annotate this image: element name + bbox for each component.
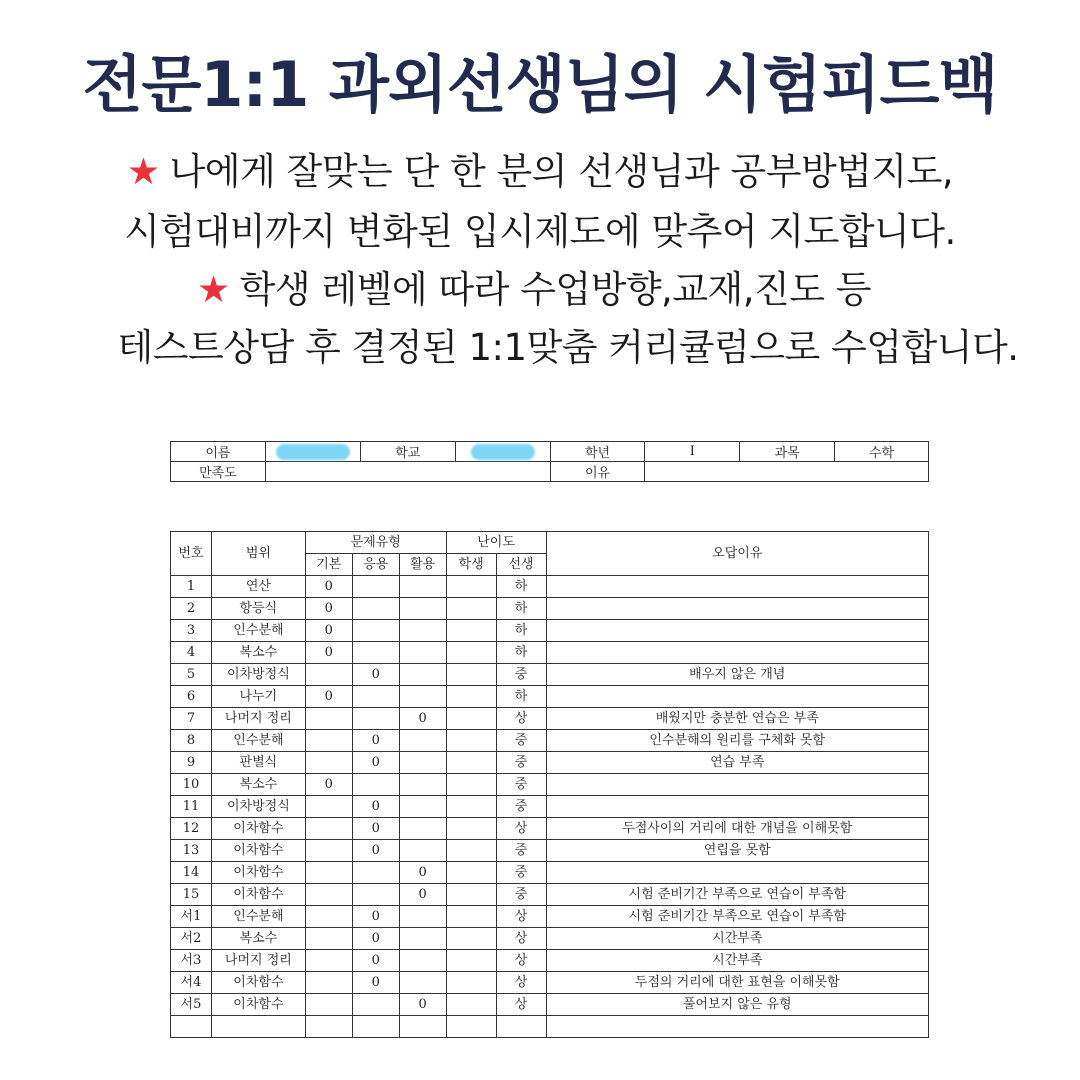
satisfaction-value: [265, 462, 550, 482]
row-advanced: [399, 972, 446, 994]
row-applied: [352, 598, 399, 620]
row-basic: [305, 884, 352, 906]
table-row: [171, 862, 929, 884]
row-no: 5: [171, 664, 212, 686]
row-no: [171, 1016, 212, 1038]
table-row: [171, 884, 929, 906]
row-advanced: [399, 818, 446, 840]
row-no: 서3: [171, 950, 212, 972]
row-applied: 0: [352, 818, 399, 840]
row-basic: 0: [305, 620, 352, 642]
row-basic: 0: [305, 598, 352, 620]
row-student: [446, 906, 496, 928]
row-reason: [546, 642, 928, 664]
row-student: [446, 620, 496, 642]
table-row: [171, 994, 929, 1016]
star-icon: ★: [196, 268, 230, 311]
row-teacher: 중: [496, 752, 546, 774]
intro-line-1: [0, 150, 1080, 194]
satisfaction-label: 만족도: [171, 462, 266, 482]
row-applied: [352, 1016, 399, 1038]
row-range: 이차함수: [211, 862, 305, 884]
header-teacher: 선생: [496, 554, 546, 576]
row-reason: 연습 부족: [546, 752, 928, 774]
row-advanced: [399, 620, 446, 642]
row-range: 복소수: [211, 642, 305, 664]
row-applied: 0: [352, 730, 399, 752]
row-teacher: 하: [496, 686, 546, 708]
row-teacher: 상: [496, 994, 546, 1016]
row-applied: [352, 774, 399, 796]
row-reason: 두점사이의 거리에 대한 개념을 이해못함: [546, 818, 928, 840]
reason-label: 이유: [550, 462, 645, 482]
row-no: 12: [171, 818, 212, 840]
row-student: [446, 730, 496, 752]
table-row: [171, 928, 929, 950]
table-row: [171, 730, 929, 752]
table-row: [171, 840, 929, 862]
row-student: [446, 796, 496, 818]
row-basic: 0: [305, 774, 352, 796]
row-student: [446, 576, 496, 598]
header-wrong-reason: 오답이유: [546, 532, 928, 576]
row-advanced: [399, 906, 446, 928]
row-reason: 시간부족: [546, 928, 928, 950]
row-range: 복소수: [211, 774, 305, 796]
row-range: 이차함수: [211, 840, 305, 862]
row-range: 항등식: [211, 598, 305, 620]
row-basic: [305, 664, 352, 686]
row-advanced: [399, 686, 446, 708]
row-range: 인수분해: [211, 730, 305, 752]
row-applied: [352, 576, 399, 598]
row-basic: [305, 1016, 352, 1038]
row-student: [446, 1016, 496, 1038]
row-no: 10: [171, 774, 212, 796]
redacted-name: [276, 444, 350, 460]
row-teacher: 중: [496, 840, 546, 862]
row-reason: 두점의 거리에 대한 표현을 이해못함: [546, 972, 928, 994]
exam-feedback-table: [170, 531, 929, 1038]
table-row: [171, 576, 929, 598]
table-row: [171, 906, 929, 928]
row-no: 서5: [171, 994, 212, 1016]
row-no: 8: [171, 730, 212, 752]
row-basic: [305, 994, 352, 1016]
row-applied: [352, 642, 399, 664]
row-advanced: [399, 950, 446, 972]
row-teacher: 중: [496, 884, 546, 906]
row-no: 서2: [171, 928, 212, 950]
row-basic: [305, 928, 352, 950]
header-question-type: 문제유형: [305, 532, 446, 554]
row-advanced: [399, 642, 446, 664]
intro-line-3: [0, 268, 1074, 312]
row-advanced: [399, 928, 446, 950]
row-reason: [546, 862, 928, 884]
school-label: 학교: [360, 442, 455, 462]
row-no: 서4: [171, 972, 212, 994]
row-basic: [305, 972, 352, 994]
row-teacher: 상: [496, 928, 546, 950]
row-applied: 0: [352, 840, 399, 862]
row-applied: [352, 862, 399, 884]
intro-line-1-text: 나에게 잘맞는 단 한 분의 선생님과 공부방법지도,: [169, 150, 954, 193]
row-basic: [305, 730, 352, 752]
row-reason: 인수분해의 원리를 구체화 못함: [546, 730, 928, 752]
row-advanced: [399, 1016, 446, 1038]
row-no: 14: [171, 862, 212, 884]
row-range: 이차방정식: [211, 796, 305, 818]
row-reason: [546, 774, 928, 796]
grade-label: 학년: [550, 442, 645, 462]
row-reason: [546, 576, 928, 598]
row-applied: 0: [352, 664, 399, 686]
row-student: [446, 994, 496, 1016]
row-advanced: [399, 576, 446, 598]
row-applied: 0: [352, 752, 399, 774]
row-student: [446, 598, 496, 620]
subject-value: 수학: [835, 442, 929, 462]
name-label: 이름: [171, 442, 266, 462]
row-teacher: 하: [496, 576, 546, 598]
row-advanced: 0: [399, 708, 446, 730]
row-basic: [305, 840, 352, 862]
row-range: 이차방정식: [211, 664, 305, 686]
row-teacher: 상: [496, 818, 546, 840]
row-no: 6: [171, 686, 212, 708]
row-advanced: [399, 730, 446, 752]
row-no: 15: [171, 884, 212, 906]
row-basic: [305, 796, 352, 818]
row-no: 4: [171, 642, 212, 664]
table-row: [171, 708, 929, 730]
row-student: [446, 752, 496, 774]
row-reason: 배우지 않은 개념: [546, 664, 928, 686]
row-reason: 배웠지만 충분한 연습은 부족: [546, 708, 928, 730]
table-row: [171, 818, 929, 840]
row-range: 나누기: [211, 686, 305, 708]
row-applied: 0: [352, 796, 399, 818]
row-applied: [352, 994, 399, 1016]
row-advanced: [399, 664, 446, 686]
row-reason: [546, 796, 928, 818]
row-range: 이차함수: [211, 884, 305, 906]
row-student: [446, 818, 496, 840]
row-range: [211, 1016, 305, 1038]
row-teacher: 하: [496, 598, 546, 620]
row-advanced: 0: [399, 884, 446, 906]
redacted-school: [471, 444, 535, 460]
row-teacher: 상: [496, 708, 546, 730]
row-student: [446, 642, 496, 664]
header-no: 번호: [171, 532, 212, 576]
intro-line-3-text: 학생 레벨에 따라 수업방향,교재,진도 등: [239, 268, 872, 311]
row-range: 인수분해: [211, 906, 305, 928]
table-row: [171, 950, 929, 972]
row-applied: 0: [352, 950, 399, 972]
row-reason: 풀어보지 않은 유형: [546, 994, 928, 1016]
row-range: 이차함수: [211, 994, 305, 1016]
row-student: [446, 840, 496, 862]
row-range: 판별식: [211, 752, 305, 774]
header-advanced: 활용: [399, 554, 446, 576]
row-student: [446, 884, 496, 906]
row-advanced: [399, 774, 446, 796]
row-advanced: 0: [399, 862, 446, 884]
row-teacher: 중: [496, 774, 546, 796]
row-student: [446, 708, 496, 730]
row-teacher: 하: [496, 642, 546, 664]
row-basic: 0: [305, 642, 352, 664]
row-no: 서1: [171, 906, 212, 928]
intro-line-4: 테스트상담 후 결정된 1:1맞춤 커리큘럼으로 수업합니다.: [117, 326, 1019, 369]
header-basic: 기본: [305, 554, 352, 576]
row-applied: 0: [352, 928, 399, 950]
table-row: [171, 972, 929, 994]
row-range: 연산: [211, 576, 305, 598]
header-applied: 응용: [352, 554, 399, 576]
row-range: 인수분해: [211, 620, 305, 642]
table-row: [171, 664, 929, 686]
row-no: 11: [171, 796, 212, 818]
row-no: 9: [171, 752, 212, 774]
header-difficulty: 난이도: [446, 532, 546, 554]
row-teacher: 중: [496, 664, 546, 686]
row-reason: [546, 686, 928, 708]
row-advanced: [399, 752, 446, 774]
row-basic: [305, 708, 352, 730]
row-reason: [546, 598, 928, 620]
row-advanced: 0: [399, 994, 446, 1016]
row-range: 이차함수: [211, 972, 305, 994]
row-applied: 0: [352, 906, 399, 928]
star-icon: ★: [126, 150, 160, 193]
row-teacher: 중: [496, 730, 546, 752]
student-info-table: [170, 441, 929, 482]
row-reason: 시험 준비기간 부족으로 연습이 부족함: [546, 884, 928, 906]
row-reason: 시험 준비기간 부족으로 연습이 부족함: [546, 906, 928, 928]
row-student: [446, 862, 496, 884]
row-reason: [546, 620, 928, 642]
row-reason: 시간부족: [546, 950, 928, 972]
table-row: [171, 686, 929, 708]
row-applied: 0: [352, 972, 399, 994]
table-row: [171, 642, 929, 664]
row-teacher: [496, 1016, 546, 1038]
row-no: 2: [171, 598, 212, 620]
row-student: [446, 686, 496, 708]
row-range: 복소수: [211, 928, 305, 950]
row-basic: 0: [305, 576, 352, 598]
row-range: 나머지 정리: [211, 950, 305, 972]
page-title: 전문1:1 과외선생님의 시험피드백: [82, 48, 998, 121]
row-range: 이차함수: [211, 818, 305, 840]
row-basic: 0: [305, 686, 352, 708]
row-no: 3: [171, 620, 212, 642]
row-teacher: 중: [496, 862, 546, 884]
row-reason: 연립을 못함: [546, 840, 928, 862]
row-basic: [305, 950, 352, 972]
row-student: [446, 972, 496, 994]
row-applied: [352, 708, 399, 730]
row-basic: [305, 818, 352, 840]
school-value: [455, 442, 550, 462]
row-no: 7: [171, 708, 212, 730]
row-basic: [305, 862, 352, 884]
table-row: [171, 1016, 929, 1038]
row-teacher: 상: [496, 972, 546, 994]
row-advanced: [399, 598, 446, 620]
row-basic: [305, 906, 352, 928]
header-range: 범위: [211, 532, 305, 576]
row-advanced: [399, 796, 446, 818]
table-row: [171, 796, 929, 818]
row-teacher: 상: [496, 950, 546, 972]
row-applied: [352, 884, 399, 906]
subject-label: 과목: [740, 442, 835, 462]
row-student: [446, 950, 496, 972]
name-value: [265, 442, 360, 462]
row-student: [446, 774, 496, 796]
row-reason: [546, 1016, 928, 1038]
row-range: 나머지 정리: [211, 708, 305, 730]
row-student: [446, 928, 496, 950]
row-teacher: 중: [496, 796, 546, 818]
row-applied: [352, 686, 399, 708]
table-row: [171, 598, 929, 620]
row-student: [446, 664, 496, 686]
intro-line-2: 시험대비까지 변화된 입시제도에 맞추어 지도합니다.: [124, 210, 956, 253]
row-no: 13: [171, 840, 212, 862]
header-student: 학생: [446, 554, 496, 576]
row-teacher: 상: [496, 906, 546, 928]
table-row: [171, 620, 929, 642]
table-row: [171, 752, 929, 774]
row-no: 1: [171, 576, 212, 598]
grade-value: I: [645, 442, 740, 462]
row-applied: [352, 620, 399, 642]
row-basic: [305, 752, 352, 774]
table-row: [171, 774, 929, 796]
reason-value: [645, 462, 929, 482]
row-advanced: [399, 840, 446, 862]
row-teacher: 하: [496, 620, 546, 642]
